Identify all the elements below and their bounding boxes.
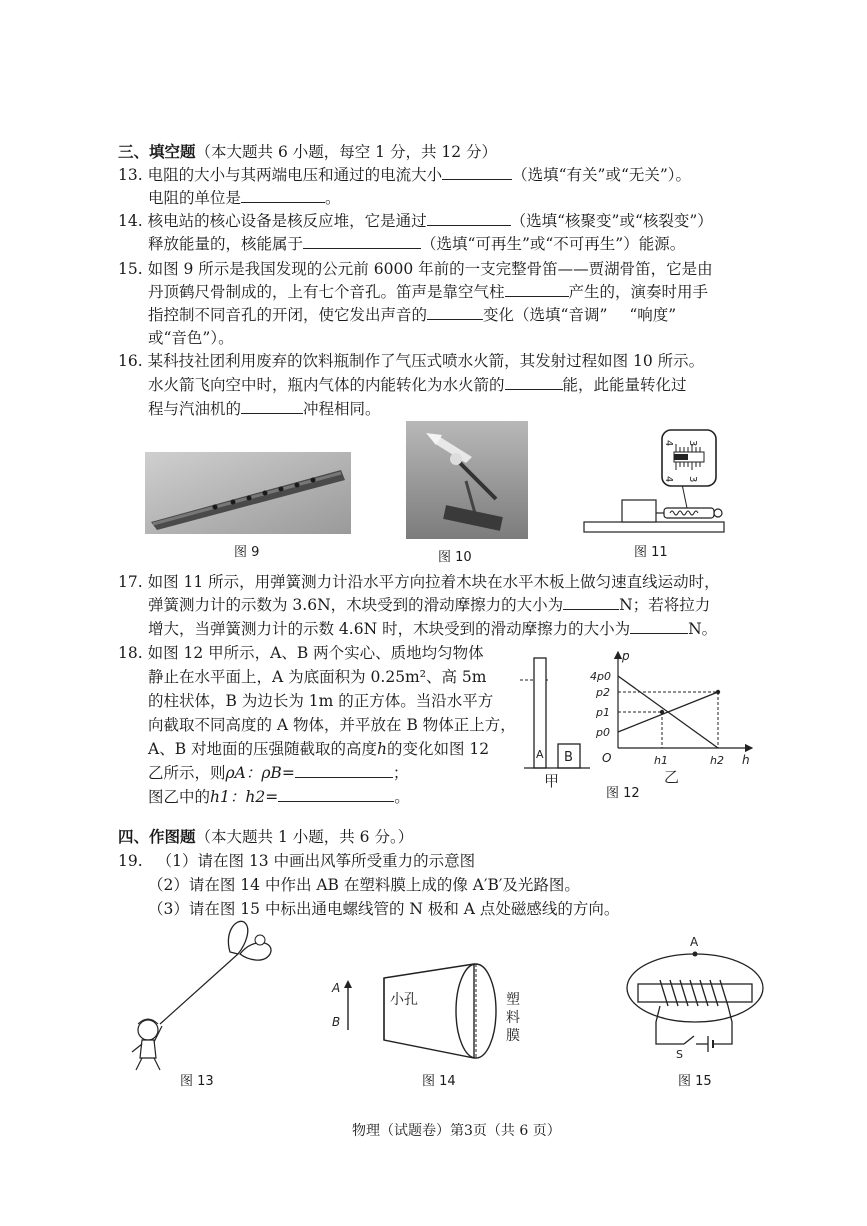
figure-13-caption: 图 13 xyxy=(180,1074,214,1089)
q18-line5 xyxy=(148,738,489,760)
q18-text5b: 的变化如图 12 xyxy=(387,740,490,758)
section3-heading xyxy=(118,141,497,163)
q16-blank1[interactable] xyxy=(505,374,563,390)
q13-blank2[interactable] xyxy=(241,187,325,203)
section3-title: 三、填空题 xyxy=(118,142,196,161)
q17-blank1[interactable] xyxy=(563,594,619,610)
fig14-label-B: B xyxy=(332,1015,341,1029)
fig12-ylabel-4p0: 4p0 xyxy=(590,670,611,683)
fig14-label-hole: 小孔 xyxy=(390,992,418,1008)
q18-blank2[interactable] xyxy=(278,786,394,802)
q18-line6 xyxy=(148,762,408,784)
fig12-origin: O xyxy=(602,751,612,765)
fig11-scale-top-4: 4 xyxy=(663,440,674,447)
fig12-axis-p: p xyxy=(622,649,630,663)
fig12-axis-h: h xyxy=(742,753,750,767)
q17-text1: 如图 11 所示，用弹簧测力计沿水平方向拉着木块在水平木板上做匀速直线运动时， xyxy=(147,573,720,591)
q15-blank1[interactable] xyxy=(505,281,569,297)
q15-option-loudness: “响度” xyxy=(629,306,677,324)
q16-number: 16. xyxy=(118,352,143,370)
q15-text2b: 产生的，演奏时用手 xyxy=(568,283,709,301)
q14-text2: 释放能量的，核能属于 xyxy=(148,235,304,253)
q14-options1: （选填“核聚变”或“核裂变”） xyxy=(510,212,713,230)
fig12-xlabel-h1: h1 xyxy=(654,754,668,767)
q13-text2: 电阻的单位是 xyxy=(148,189,242,207)
q13-period: 。 xyxy=(325,189,341,207)
q16-text2: 水火箭飞向空中时，瓶内气体的内能转化为水火箭的 xyxy=(148,376,505,394)
fig14-film-char3: 膜 xyxy=(506,1028,520,1044)
q15-line3 xyxy=(148,304,676,326)
q13-blank1[interactable] xyxy=(442,164,512,180)
q18-text1: 如图 12 甲所示，A、B 两个实心、质地均匀物体 xyxy=(147,644,484,662)
q18-blank1[interactable] xyxy=(295,762,393,778)
figure-15-solenoid-diagram xyxy=(620,932,768,1062)
fig12-label-yi: 乙 xyxy=(664,768,680,784)
q18-var-h: h xyxy=(377,740,387,758)
q17-line1 xyxy=(118,571,720,593)
q18-text5: A、B 对地面的压强随截取的高度 xyxy=(148,740,378,758)
q15-line4 xyxy=(148,327,234,349)
q19-sub3: （3）请在图 15 中标出通电螺线管的 N 极和 A 点处磁感线的方向。 xyxy=(148,900,620,918)
q18-text6: 乙所示，则 xyxy=(148,764,226,782)
q18-line2: 静止在水平面上，A 为底面积为 0.25m²、高 5m xyxy=(148,668,487,686)
q14-text: 核电站的核心设备是核反应堆，它是通过 xyxy=(147,212,427,230)
q19-sub2: （2）请在图 14 中作出 AB 在塑料膜上成的像 A′B′及光路图。 xyxy=(148,876,580,894)
figure-12-caption: 图 12 xyxy=(606,786,640,801)
q19-sub1: （1）请在图 13 中画出风筝所受重力的示意图 xyxy=(156,852,476,870)
page-footer: 物理（试题卷）第3页（共 6 页） xyxy=(352,1123,561,1139)
q17-line2 xyxy=(148,594,710,616)
q18-text7: 图乙中的 xyxy=(148,788,211,806)
figure-13-kite-diagram xyxy=(124,912,292,1080)
q16-text3b: 冲程相同。 xyxy=(303,400,381,418)
q16-line2 xyxy=(148,374,687,396)
figure-12-jia-diagram xyxy=(520,650,592,790)
q14-options2: （选填“可再生”或“不可再生”）能源。 xyxy=(421,235,686,253)
q17-text3b: N。 xyxy=(688,620,718,638)
q17-text3: 增大，当弹簧测力计的示数 4.6N 时，木块受到的滑动摩擦力的大小为 xyxy=(148,620,631,638)
q18-period: 。 xyxy=(394,788,410,806)
q16-text3: 程与汽油机的 xyxy=(148,400,242,418)
q17-blank2[interactable] xyxy=(630,618,688,634)
q16-text1: 某科技社团利用废弃的饮料瓶制作了气压式喷水火箭，其发射过程如图 10 所示。 xyxy=(147,352,705,370)
fig15-label-S: S xyxy=(676,1048,683,1061)
figure-10-caption: 图 10 xyxy=(438,550,472,565)
section3-note: （本大题共 6 小题，每空 1 分，共 12 分） xyxy=(195,143,498,161)
q18-density-ratio: ρA：ρB= xyxy=(225,764,295,782)
q17-text2b: N；若将拉力 xyxy=(619,596,711,614)
figure-9-bone-flute-photo xyxy=(145,452,351,534)
fig14-film-char1: 塑 xyxy=(506,992,520,1008)
q15-option-pitch: 变化（选填“音调” xyxy=(483,306,608,324)
q13-number: 13. xyxy=(118,166,143,184)
q13-text: 电阻的大小与其两端电压和通过的电流大小 xyxy=(147,166,443,184)
figure-14-pinhole-diagram xyxy=(324,958,554,1062)
q18-line4: 向截取不同高度的 A 物体，并平放在 B 物体正上方， xyxy=(148,716,516,734)
section4-heading xyxy=(118,826,413,848)
figure-12-yi-graph xyxy=(590,648,756,784)
figure-14-caption: 图 14 xyxy=(422,1074,456,1089)
fig12-label-B: B xyxy=(564,750,573,765)
fig11-scale-bot-3: 3 xyxy=(687,476,698,483)
figure-15-caption: 图 15 xyxy=(678,1074,712,1089)
q17-number: 17. xyxy=(118,573,143,591)
fig12-ylabel-p1: p1 xyxy=(596,706,610,719)
q18-number: 18. xyxy=(118,644,143,662)
q15-line2 xyxy=(148,281,708,303)
q16-text2b: 能，此能量转化过 xyxy=(562,376,687,394)
q15-blank2[interactable] xyxy=(427,304,483,320)
q13-line1 xyxy=(118,164,691,186)
fig15-label-A: A xyxy=(690,935,699,949)
q15-text2: 丹顶鹤尺骨制成的，上有七个音孔。笛声是靠空气柱 xyxy=(148,283,505,301)
q14-number: 14. xyxy=(118,212,143,230)
q17-text2: 弹簧测力计的示数为 3.6N，木块受到的滑动摩擦力的大小为 xyxy=(148,596,564,614)
q14-line1 xyxy=(118,210,713,232)
q18-semicolon: ； xyxy=(392,764,409,782)
q15-text4: 或“音色”）。 xyxy=(148,329,234,347)
q14-blank1[interactable] xyxy=(427,210,511,226)
fig14-film-char2: 料 xyxy=(506,1010,520,1026)
fig12-ylabel-p0: p0 xyxy=(596,726,610,739)
fig12-ylabel-p2: p2 xyxy=(596,686,610,699)
q16-line3 xyxy=(148,398,381,420)
fig12-label-A: A xyxy=(536,748,544,761)
q18-line7 xyxy=(148,786,410,808)
q15-text1: 如图 9 所示是我国发现的公元前 6000 年前的一支完整骨笛——贾湖骨笛，它是由 xyxy=(147,260,713,278)
q14-line2 xyxy=(148,233,685,255)
q17-line3 xyxy=(148,618,717,640)
figure-11-caption: 图 11 xyxy=(634,545,668,560)
q18-line3: 的柱状体，B 为边长为 1m 的正方体。当沿水平方 xyxy=(148,692,494,710)
fig14-label-A: A xyxy=(332,981,341,995)
q16-line1 xyxy=(118,350,704,372)
q18-height-ratio: h1：h2= xyxy=(210,788,279,806)
fig12-xlabel-h2: h2 xyxy=(710,754,724,767)
q18-line1 xyxy=(118,642,484,664)
q19-line1 xyxy=(118,850,475,872)
q16-blank2[interactable] xyxy=(241,398,303,414)
figure-11-spring-scale-diagram xyxy=(582,424,732,540)
q13-line2 xyxy=(148,187,341,209)
section4-title: 四、作图题 xyxy=(118,827,196,846)
q13-text-options: （选填“有关”或“无关”）。 xyxy=(512,166,692,184)
q15-line1 xyxy=(118,258,713,280)
q19-number: 19. xyxy=(118,852,143,870)
q15-text3: 指控制不同音孔的开闭，使它发出声音的 xyxy=(148,306,428,324)
figure-9-caption: 图 9 xyxy=(234,545,260,560)
fig11-scale-bot-4: 4 xyxy=(663,476,674,483)
q15-number: 15. xyxy=(118,260,143,278)
section4-note: （本大题共 1 小题，共 6 分。） xyxy=(195,828,414,846)
figure-10-water-rocket-photo xyxy=(406,421,528,539)
fig12-label-jia: 甲 xyxy=(544,772,560,790)
q14-blank2[interactable] xyxy=(303,233,421,249)
fig11-scale-top-3: 3 xyxy=(687,440,698,447)
